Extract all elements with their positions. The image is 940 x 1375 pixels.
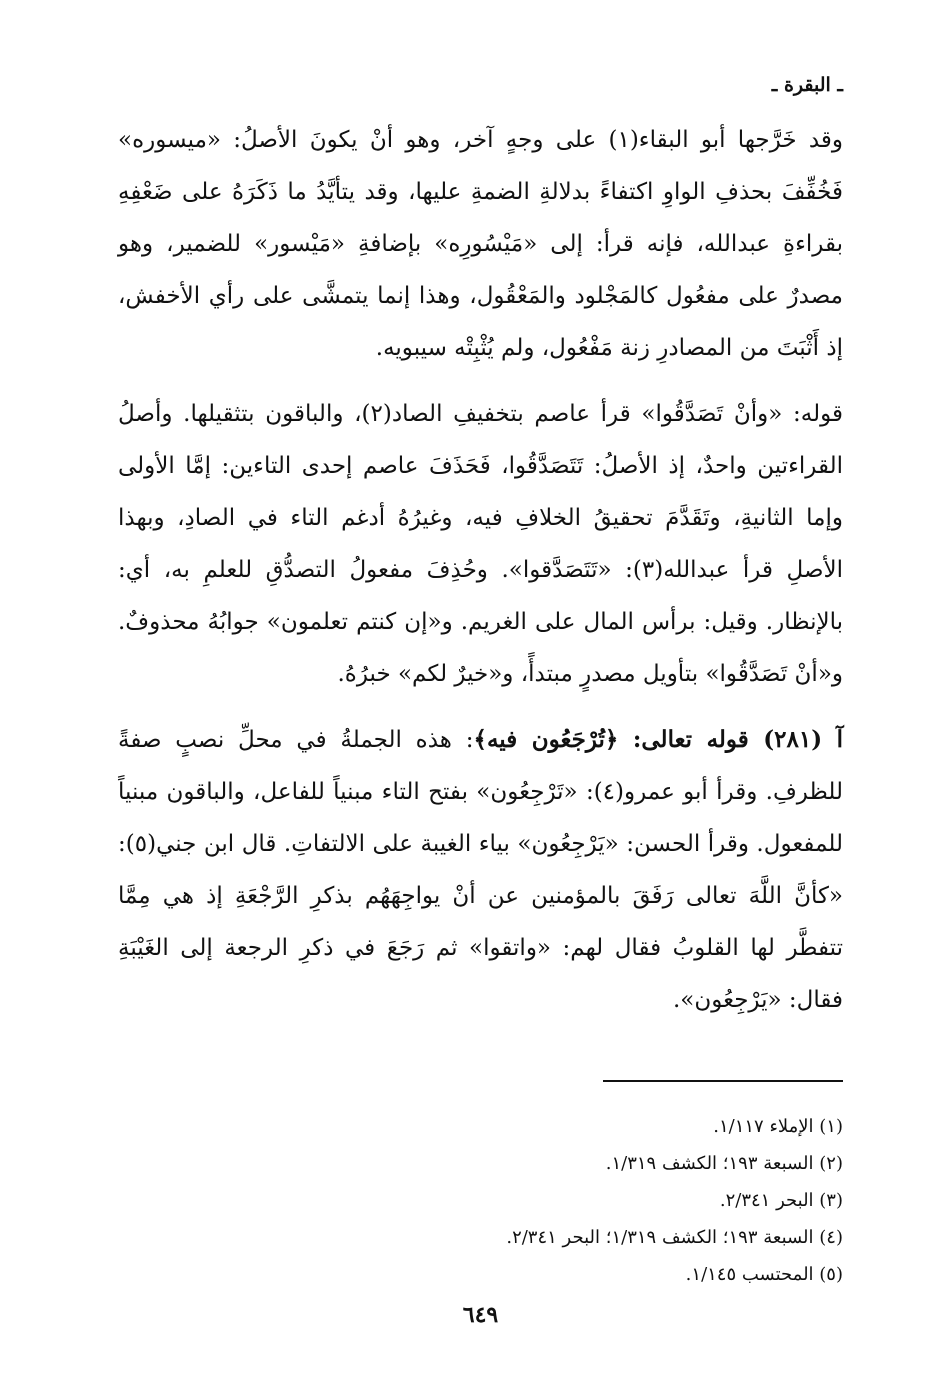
footnote-3: (٣) البحر ٢/٣٤١. <box>719 1190 843 1211</box>
paragraph-2: قوله: «وأنْ تَصَدَّقُوا» قرأ عاصم بتخفيفِ الصاد(٢)، والباقون بتثقيلها. وأصلُ القراءتين واحدٌ، إذ الأصلُ: تَتَصَدَّقُوا، فَحَذَفَ عاصم إحدى التاءين: إمَّا الأولى وإما الثانيةِ، وتَقَدَّمَ تحقيقُ الخلافِ فيه، وغيرُهُ أدغم التاء في الصادِ، وبهذا الأصلِ قرأ عبدالله(٣): «تَتَصَدَّقوا». وحُذِفَ مفعولُ التصدُّقِ للعلمِ به، أي: بالإنظار. وقيل: برأس المال على الغريم. و«إن كنتم تعلمون» جوابُهُ محذوفٌ. و«أنْ تَصَدَّقُوا» بتأويل مصدرٍ مبتدأً، و«خيرٌ لكم» خبرُهُ. <box>118 401 843 687</box>
page-number: ٦٤٩ <box>462 1302 499 1328</box>
document-page <box>118 70 843 1330</box>
verse-heading: آ (٢٨١) قوله تعالى: ﴿تُرْجَعُون فيه﴾ <box>473 726 844 753</box>
running-header: ـ البقرة ـ <box>771 74 843 96</box>
footnote-divider <box>603 1080 843 1082</box>
verse-paragraph <box>118 714 843 1026</box>
footnote-5: (٥) المحتسب ١/١٤٥. <box>685 1264 843 1285</box>
footnote-list <box>118 1108 843 1293</box>
paragraph-1: وقد خَرَّجها أبو البقاء(١) على وجهٍ آخر، وهو أنْ يكونَ الأصلُ: «ميسوره» فَخُفِّفَ بحذفِ الواوِ اكتفاءً بدلالةِ الضمةِ عليها، وقد يتأيَّدُ ما ذَكَرَهُ على ضَعْفِهِ بقراءةِ عبدالله، فإنه قرأ: إلى «مَيْسُورِه» بإضافةِ «مَيْسور» للضمير، وهو مصدرٌ على مفعُول كالمَجْلود والمَعْقُول، وهذا إنما يتمشَّى على رأي الأخفش، إذ أَثْبَتَ من المصادرِ زنة مَفْعُول، ولم يُثْبِتْه سيبويه. <box>118 127 843 361</box>
verse-commentary: : هذه الجملةُ في محلِّ نصبٍ صفةً للظرفِ. وقرأ أبو عمرو(٤): «تَرْجِعُون» بفتح التاء مبنياً للفاعل، والباقون مبنياً للمفعول. وقرأ الحسن: «يَرْجِعُون» بياء الغيبة على الالتفاتِ. قال ابن جني(٥): «كأنَّ اللَّهَ تعالى رَفَقَ بالمؤمنين عن أنْ يواجِهَهُم بذكرِ الرَّجْعَةِ إذ هي مِمَّا تتفطَّر لها القلوبُ فقال لهم: «واتقوا» ثم رَجَعَ في ذكرِ الرجعة إلى الغَيْبَةِ فقال: «يَرْجِعُون». <box>118 727 843 1013</box>
footnote-2: (٢) السبعة ١٩٣؛ الكشف ١/٣١٩. <box>605 1153 843 1174</box>
footnote-1: (١) الإملاء ١/١١٧. <box>713 1116 843 1137</box>
footnote-4: (٤) السبعة ١٩٣؛ الكشف ١/٣١٩؛ البحر ٢/٣٤١. <box>506 1227 843 1248</box>
